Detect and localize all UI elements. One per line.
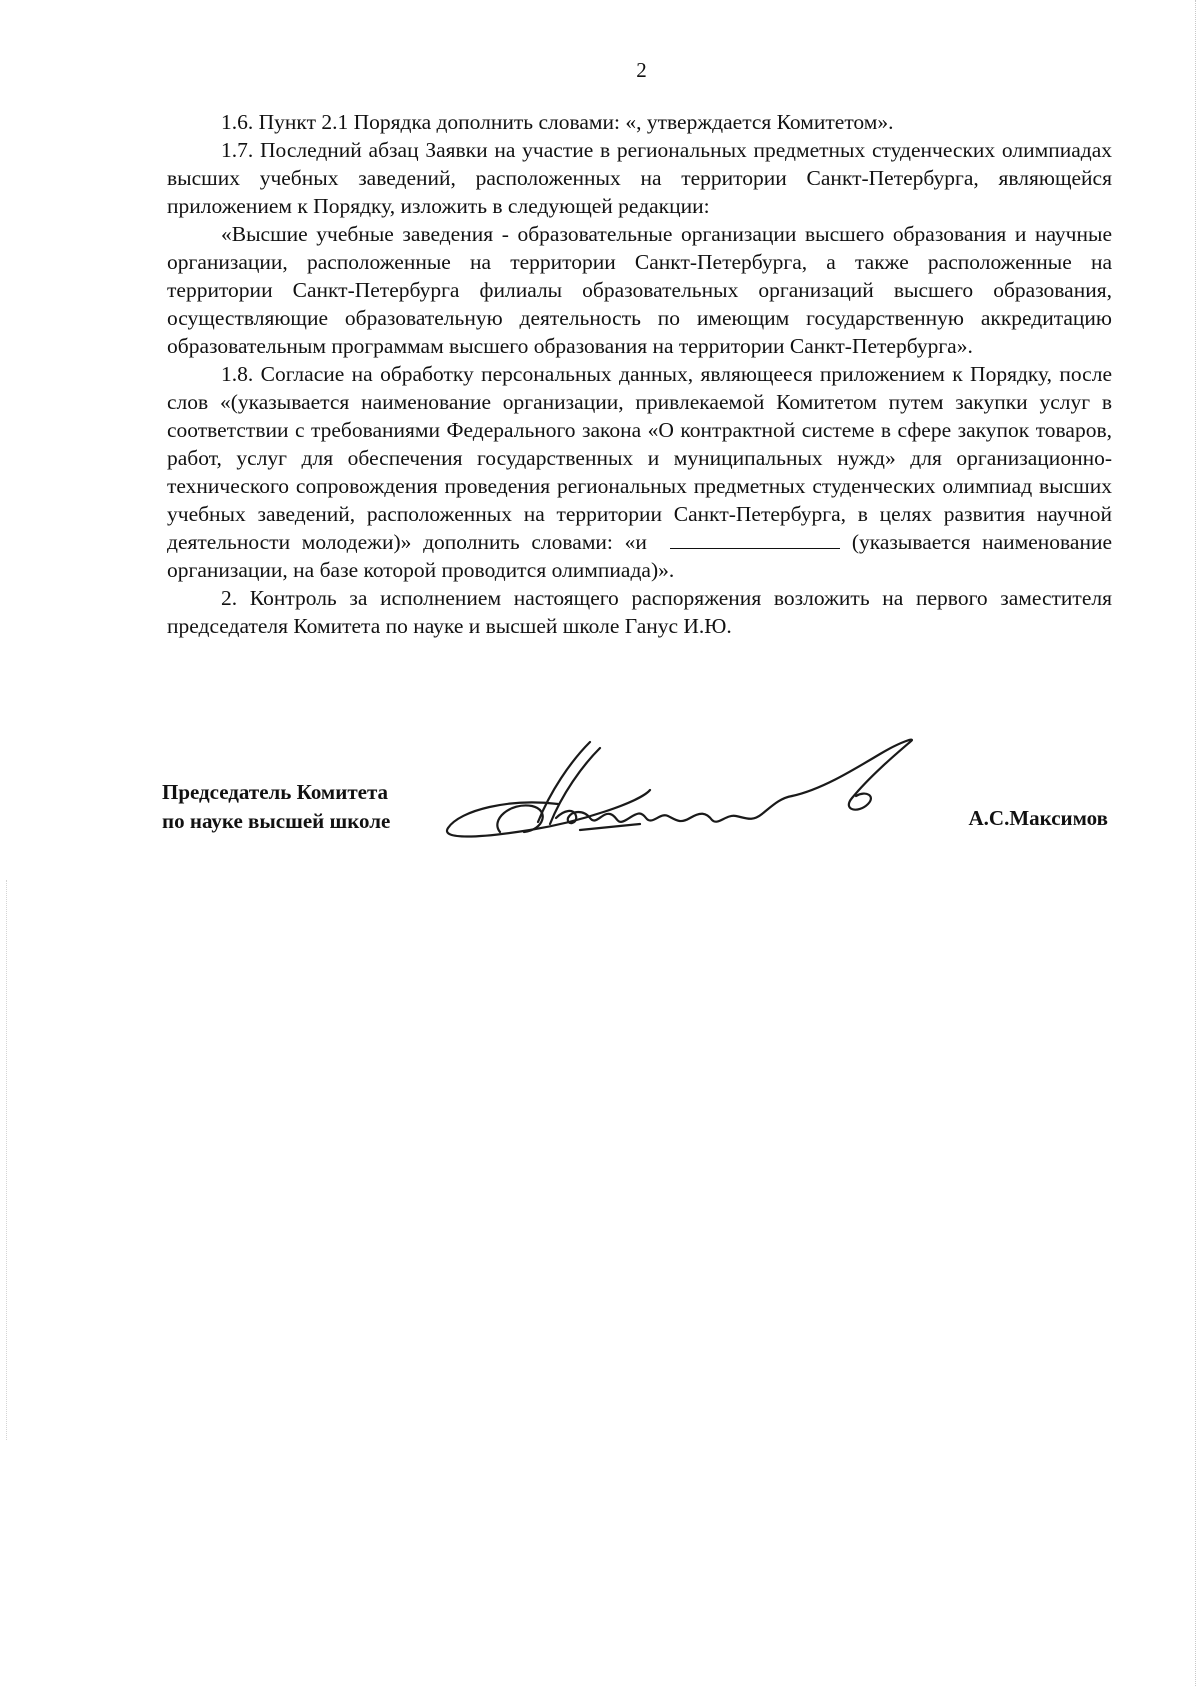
signatory-title bbox=[162, 778, 390, 836]
paragraph-quote: «Высшие учебные заведения - образовательные организации высшего образования и научные организации, расположенные на территории Санкт-Петербурга, а также расположенные на территории Санкт-Петербурга филиалы образовательных организаций высшего образования, осуществляющие образовательную деятельность по имеющим государственную аккредитацию образовательным программам высшего образования на территории Санкт-Петербурга». bbox=[167, 222, 1112, 358]
signature-block bbox=[162, 778, 1122, 898]
paragraph-1-6: 1.6. Пункт 2.1 Порядка дополнить словами: «, утверждается Комитетом». bbox=[221, 110, 894, 134]
page-number: 2 bbox=[636, 58, 647, 82]
paragraph-1-8-text: 1.8. Согласие на обработку персональных данных, являющееся приложением к Порядку, после слов «(указывается наименование организации, привлекаемой Комитетом путем закупки услуг в соответствии с требованиями Федерального закона «О контрактной системе в сфере закупок товаров, работ, услуг для обеспечения государственных и муниципальных нужд» для организационно-технического сопровождения проведения региональных предметных студенческих олимпиад высших учебных заведений, расположенных на территории Санкт-Петербурга, в целях развития научной деятельности молодежи)» дополнить словами: «и bbox=[167, 362, 1112, 554]
paragraph-1-8 bbox=[167, 360, 1112, 584]
paragraph-2: 2. Контроль за исполнением настоящего распоряжения возложить на первого заместителя председателя Комитета по науке и высшей школе Ганус И.Ю. bbox=[167, 586, 1112, 638]
signatory-title-line2: по науке высшей школе bbox=[162, 809, 391, 833]
signatory-title-line1: Председатель Комитета bbox=[162, 780, 389, 804]
signatory-name: А.С.Максимов bbox=[968, 806, 1108, 830]
paragraph-1-7: 1.7. Последний абзац Заявки на участие в региональных предметных студенческих олимпиадах высших учебных заведений, расположенных на территории Санкт-Петербурга, являющейся приложением к Порядку, изложить в следующей редакции: bbox=[167, 138, 1112, 218]
blank-line bbox=[670, 530, 840, 549]
scan-edge-right bbox=[1195, 0, 1196, 1686]
document-body bbox=[167, 108, 1112, 640]
scan-edge-left bbox=[6, 880, 7, 1440]
paragraph-1-8-tail: (указывается наименование организации, на базе которой проводится олимпиада)». bbox=[167, 530, 1112, 582]
